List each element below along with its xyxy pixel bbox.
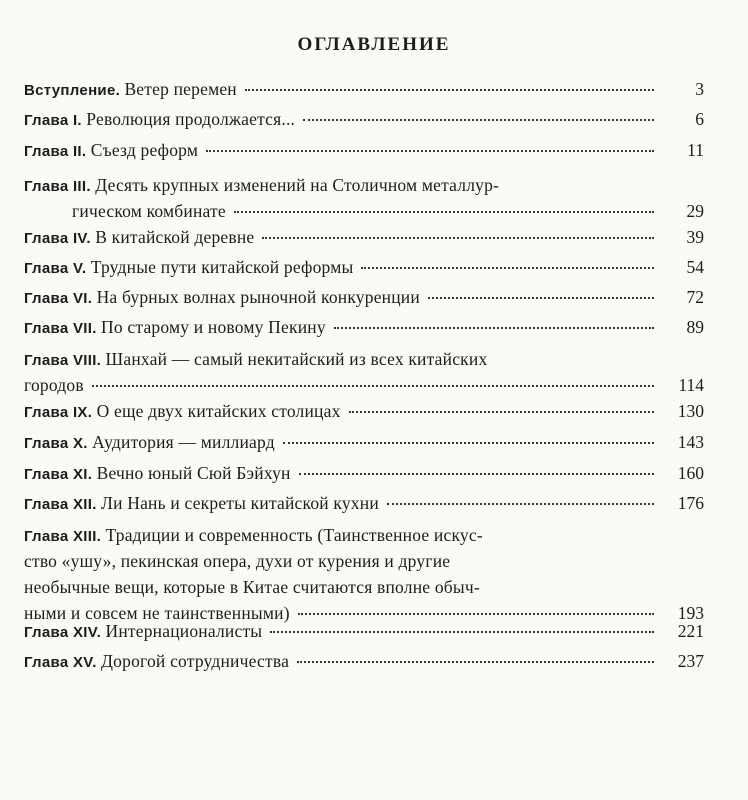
- dot-leader: [283, 442, 654, 444]
- toc-entry-lead: Глава VIII.: [24, 352, 102, 369]
- toc-entry-title: В китайской деревне: [95, 227, 255, 247]
- toc-entry-title-cont: городов: [24, 375, 84, 395]
- toc-entry: [24, 106, 704, 132]
- toc-entry-title: Ветер перемен: [124, 79, 237, 99]
- toc-entry: [24, 284, 704, 310]
- toc-entry-lead: Глава XIV.: [24, 624, 102, 641]
- toc-page-number: 160: [677, 463, 704, 483]
- toc-entry-title: Шанхай — самый некитайский из всех китайских: [105, 349, 488, 369]
- toc-page-number: 176: [677, 493, 704, 513]
- toc-entry-title: Ли Нань и секреты китайской кухни: [101, 493, 379, 513]
- toc-entry-lead: Глава VI.: [24, 290, 93, 307]
- toc-page-number: 6: [695, 109, 704, 129]
- dot-leader: [262, 237, 654, 239]
- dot-leader: [245, 89, 654, 91]
- toc-page-number: 29: [686, 201, 704, 221]
- toc-page-number: 237: [677, 651, 704, 671]
- toc-page-number: 11: [687, 140, 704, 160]
- toc-entry: [24, 460, 704, 486]
- dot-leader: [303, 119, 654, 121]
- dot-leader: [234, 211, 654, 213]
- dot-leader: [92, 385, 654, 387]
- toc-entry-title: Революция продолжается...: [86, 109, 296, 129]
- toc-entry-title: Вечно юный Сюй Бэйхун: [96, 463, 291, 483]
- dot-leader: [361, 267, 654, 269]
- toc-page-number: 143: [677, 432, 704, 452]
- toc-entry-lead: Глава X.: [24, 435, 88, 452]
- toc-entry: [24, 314, 704, 340]
- toc-entry-lead: Глава XII.: [24, 496, 97, 513]
- toc-entry: [24, 172, 704, 224]
- toc-entry: [24, 429, 704, 455]
- toc-entry: [24, 346, 704, 398]
- toc-entry-title: Традиции и современность (Таинственное искус-: [105, 525, 483, 545]
- toc-entry-lead: Глава XI.: [24, 466, 93, 483]
- toc-entry-title: На бурных волнах рыночной конкуренции: [96, 287, 420, 307]
- toc-page-number: 114: [678, 375, 704, 395]
- toc-page-number: 72: [686, 287, 704, 307]
- toc-entry-lead: Глава IV.: [24, 230, 91, 247]
- toc-entry-title: По старому и новому Пекину: [101, 317, 326, 337]
- toc-entry-title-cont: ство «ушу», пекинская опера, духи от курения и другие: [24, 551, 451, 571]
- toc-entry-lead: Глава IX.: [24, 404, 93, 421]
- dot-leader: [349, 411, 654, 413]
- toc-entry: [24, 522, 704, 626]
- dot-leader: [299, 473, 654, 475]
- toc-page-number: 193: [677, 603, 704, 623]
- toc-entry-lead: Глава V.: [24, 260, 87, 277]
- toc-entry-title: Трудные пути китайской реформы: [90, 257, 354, 277]
- toc-entry-title: Десять крупных изменений на Столичном металлур-: [95, 175, 500, 195]
- toc-entry-lead: Глава XV.: [24, 654, 97, 671]
- toc-entry-title: Съезд реформ: [90, 140, 199, 160]
- toc-page-number: 3: [695, 79, 704, 99]
- toc-entry: [24, 254, 704, 280]
- toc-entry: [24, 76, 704, 102]
- toc-entry-lead: Глава VII.: [24, 320, 97, 337]
- toc-page-number: 54: [686, 257, 704, 277]
- dot-leader: [334, 327, 654, 329]
- toc-entry-lead: Глава XIII.: [24, 528, 102, 545]
- toc-entry-title: Интернационалисты: [105, 621, 263, 641]
- toc-entry-title: Аудитория — миллиард: [92, 432, 275, 452]
- toc-entry-title-cont: гическом комбинате: [72, 201, 226, 221]
- dot-leader: [298, 613, 654, 615]
- toc-page-number: 221: [677, 621, 704, 641]
- toc-entry-lead: Вступление.: [24, 82, 121, 99]
- toc-entry: [24, 398, 704, 424]
- dot-leader: [206, 150, 654, 152]
- dot-leader: [387, 503, 654, 505]
- toc-entry-text: [24, 76, 237, 104]
- toc-entry: [24, 648, 704, 674]
- dot-leader: [297, 661, 654, 663]
- toc-page-number: 39: [686, 227, 704, 247]
- page-title: ОГЛАВЛЕНИЕ: [297, 34, 451, 55]
- dot-leader: [270, 631, 654, 633]
- toc-entry-lead: Глава I.: [24, 112, 82, 129]
- toc-entry-title-cont: ными и совсем не таинственными): [24, 603, 290, 623]
- toc-entry: [24, 224, 704, 250]
- toc-page-number: 89: [686, 317, 704, 337]
- toc-entry: [24, 490, 704, 516]
- toc-entry-title: О еще двух китайских столицах: [96, 401, 341, 421]
- toc-entry-title-cont: необычные вещи, которые в Китае считаются вполне обыч-: [24, 577, 480, 597]
- toc-page-number: 130: [677, 401, 704, 421]
- dot-leader: [428, 297, 654, 299]
- toc-entry-lead: Глава II.: [24, 143, 87, 160]
- toc-entry-lead: Глава III.: [24, 178, 91, 195]
- toc-entry: [24, 618, 704, 644]
- toc-entry-title: Дорогой сотрудничества: [101, 651, 290, 671]
- toc-entry: [24, 137, 704, 163]
